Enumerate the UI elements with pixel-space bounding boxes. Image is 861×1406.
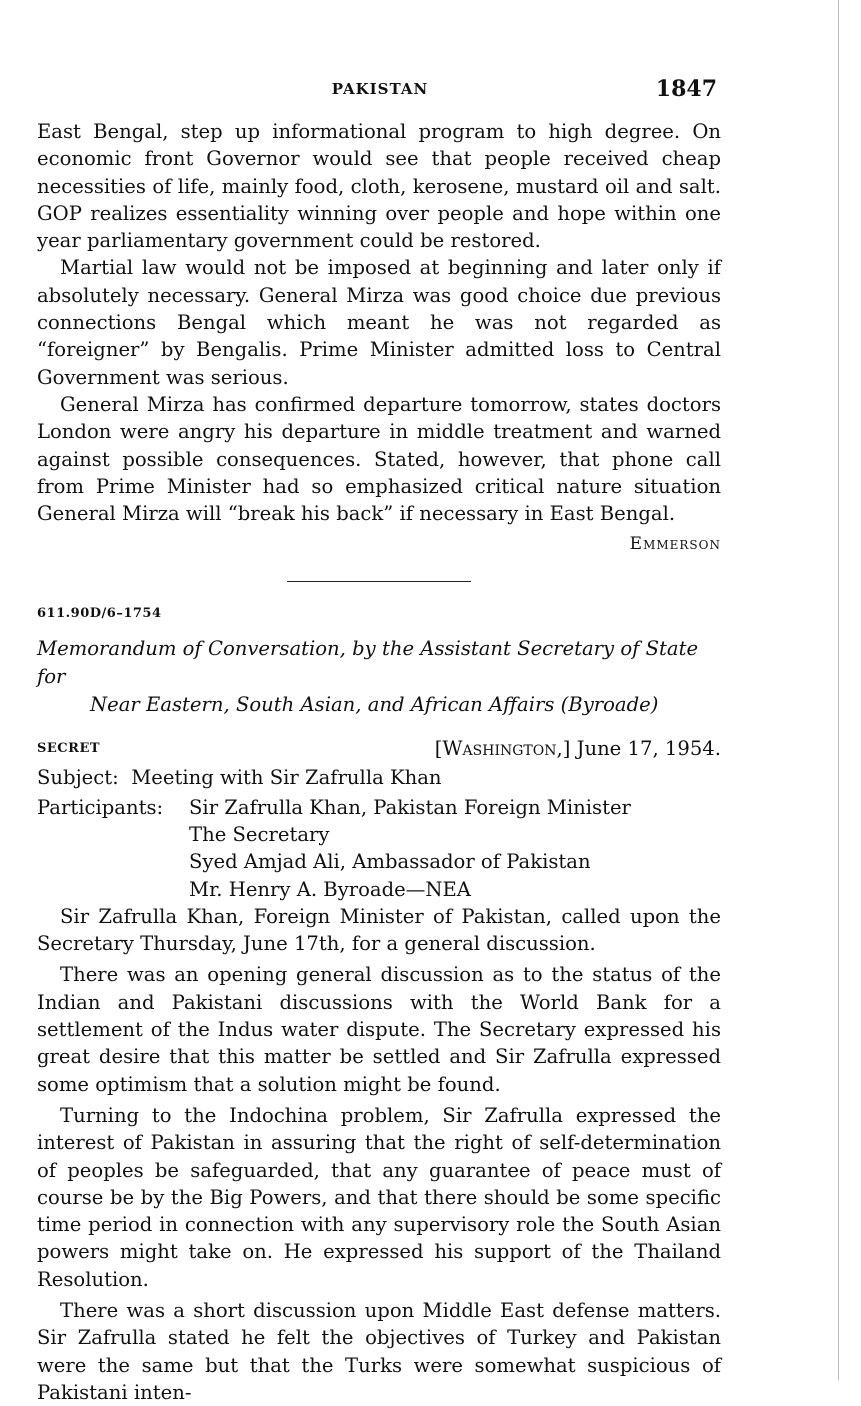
running-title: PAKISTAN — [331, 80, 429, 98]
classification: SECRET — [37, 741, 101, 757]
participants-block — [37, 794, 721, 903]
date: June 17, 1954. — [576, 737, 721, 761]
paragraph: East Bengal, step up informational program to high degree. On economic front Governor would see that people received cheap necessities of life, mainly food, cloth, kerosene, mustard oil and salt. GOP realizes essentiality winning over people and hope within one year parliamentary government could be restored. — [37, 120, 721, 253]
place: [Washington,] — [434, 737, 571, 761]
subject-line — [37, 764, 721, 791]
subject-label: Subject: — [37, 766, 119, 790]
memo-title-line-2: Near Eastern, South Asian, and African Affairs (Byroade) — [90, 693, 659, 717]
participant: Sir Zafrulla Khan, Pakistan Foreign Minister — [189, 795, 631, 819]
paragraph: Turning to the Indochina problem, Sir Zafrulla expressed the interest of Pakistan in assuring that the right of self-determination of peoples be safeguarded, that any guarantee of peace must of course be by the Big Powers, and that there should be some specific time period in connection with any supervisory role the South Asian powers might take on. He expressed his support of the Thailand Resolution. — [37, 1103, 721, 1291]
paragraph: General Mirza has confirmed departure tomorrow, states doctors London were angry his departure in middle treatment and warned against possible consequences. Stated, however, that phone call from Prime Minister had so emphasized critical nature situation General Mirza will “break his back” if necessary in East Bengal. — [37, 392, 721, 526]
memo-meta — [37, 735, 721, 762]
page-edge-line — [838, 0, 839, 1380]
participant: Mr. Henry A. Byroade—NEA — [189, 877, 471, 901]
signature: Emmerson — [629, 534, 721, 555]
memo-title — [37, 635, 721, 719]
document-id: 611.90D/6–1754 — [37, 605, 162, 621]
subject-text: Meeting with Sir Zafrulla Khan — [131, 766, 442, 790]
paragraph: Martial law would not be imposed at beginning and later only if absolutely necessary. General Mirza was good choice due previous connections Bengal which meant he was not regarded as “foreigner” by Bengalis. Prime Minister admitted loss to Central Government was serious. — [37, 256, 721, 389]
paragraph: Sir Zafrulla Khan, Foreign Minister of Pakistan, called upon the Secretary Thursday, June 17th, for a general discussion. — [37, 904, 721, 956]
page-number: 1847 — [655, 76, 717, 102]
participant: The Secretary — [189, 822, 330, 846]
memo-title-line-1: Memorandum of Conversation, by the Assistant Secretary of State for — [37, 637, 699, 689]
paragraph: There was a short discussion upon Middle East defense matters. Sir Zafrulla stated he felt the objectives of Turkey and Pakistan were the same but that the Turks were somewhat suspicious of Pakistani inten- — [37, 1298, 721, 1404]
paragraph: There was an opening general discussion as to the status of the Indian and Pakistani discussions with the World Bank for a settlement of the Indus water dispute. The Secretary expressed his great desire that this matter be settled and Sir Zafrulla expressed some optimism that a solution might be found. — [37, 963, 721, 1096]
section-divider — [287, 581, 471, 582]
dateline — [435, 735, 721, 762]
participants-list — [189, 794, 721, 903]
running-head — [0, 76, 861, 102]
document-body — [37, 118, 721, 1406]
participant: Syed Amjad Ali, Ambassador of Pakistan — [189, 850, 591, 874]
participants-label: Participants: — [37, 795, 164, 819]
